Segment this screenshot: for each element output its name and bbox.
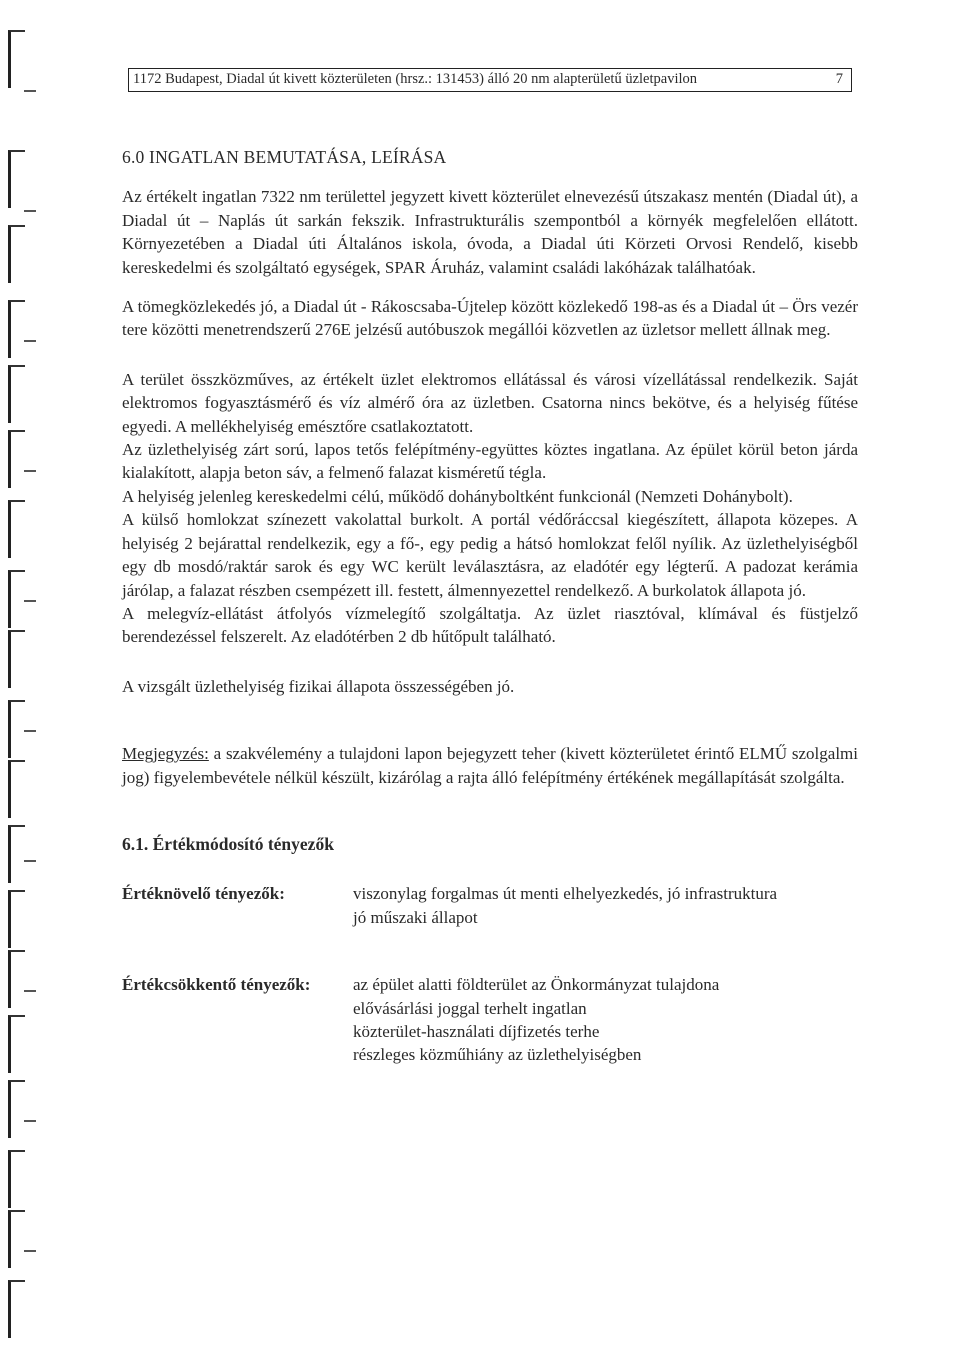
document-body (122, 146, 858, 1067)
page-header (128, 68, 852, 92)
decreasing-factor-item: elővásárlási joggal terhelt ingatlan (353, 998, 587, 1018)
paragraph-transport: A tömegközlekedés jó, a Diadal út - Rákoscsaba-Újtelep között közlekedő 198-as és a Diadal út – Örs vezér tere közötti menetrendszerű 276E jelzésű autóbuszok megállói közvetlen az üzletsor mellett állnak meg. (122, 297, 858, 340)
decreasing-factors-label: Értékcsökkentő tényezők: (122, 975, 311, 995)
decreasing-factor-item: közterület-használati díjfizetés terhe (353, 1021, 600, 1041)
scan-binder-edge (0, 0, 40, 1358)
increasing-factor-item: jó műszaki állapot (353, 907, 478, 927)
increasing-factor-item: viszonylag forgalmas út menti elhelyezkedés, jó infrastruktura (353, 884, 778, 904)
decreasing-factor-item: az épület alatti földterület az Önkormányzat tulajdona (353, 975, 720, 995)
note-paragraph (122, 742, 858, 789)
paragraph-function: A helyiség jelenleg kereskedelmi célú, működő dohányboltként funkcionál (Nemzeti Dohánybolt). (122, 486, 793, 506)
decreasing-factor-item: részleges közműhiány az üzlethelyiségben (353, 1045, 642, 1065)
subsection-title: 6.1. Értékmódosító tényezők (122, 833, 334, 854)
paragraph-facade: A külső homlokzat színezett vakolattal burkolt. A portál védőráccsal kiegészített, állapota közepes. A helyiség 2 bejárattal rendelkezik, egy a fő-, egy pedig a hátsó homlokzat felől nyílik. Az üzlethelyiségből egy db mosdó/raktár sarok és egy WC került leválasztásra, az eladótér egy légterű. A padozat kerámia járólap, a falazat részben csempézett ill. festett, álmennyezettel rendelkező. A burkolatok állapota jó. (122, 510, 858, 600)
note-label: Megjegyzés: (122, 744, 209, 764)
paragraph-structure: Az üzlethelyiség zárt sorú, lapos tetős felépítmény-együttes köztes ingatlana. Az épület körül beton járda kialakított, alapja beton sáv, a felmenő falazat kisméretű tégla. (122, 440, 858, 483)
header-title: 1172 Budapest, Diadal út kivett közterületen (hrsz.: 131453) álló 20 nm alapterületű üzletpavilon (133, 71, 698, 87)
paragraph-condition: A vizsgált üzlethelyiség fizikai állapota összességében jó. (122, 676, 515, 696)
value-increasing-factors (122, 882, 858, 929)
value-decreasing-factors (122, 973, 858, 1067)
paragraph-utilities: A terület összközműves, az értékelt üzlet elektromos ellátással és városi vízellátással rendelkezik. Saját elektromos fogyasztásmérő és víz almérő óra az üzletben. Csatorna nincs bekötve, és a helyiség fűtése egyedi. A mellékhelyiség emésztőre csatlakoztatott. (122, 369, 858, 436)
paragraph-equipment: A melegvíz-ellátást átfolyós vízmelegítő szolgáltatja. Az üzlet riasztóval, klímával és füstjelző berendezéssel felszerelt. Az eladótérben 2 db hűtőpult található. (122, 603, 858, 647)
note-text: a szakvélemény a tulajdoni lapon bejegyzett teher (kivett közterületet érintő ELMŰ szolgalmi jog) figyelembevétele nélkül készült, kizárólag a rajta álló felépítmény értékének megállapítását szolgálta. (122, 744, 858, 787)
section-title: 6.0 INGATLAN BEMUTATÁSA, LEÍRÁSA (122, 147, 447, 167)
increasing-factors-label: Értéknövelő tényezők: (122, 884, 285, 904)
page-number: 7 (835, 71, 843, 87)
paragraph-location: Az értékelt ingatlan 7322 nm területtel jegyzett kivett közterület elnevezésű útszakasz mentén (Diadal út), a Diadal út – Naplás út sarkán fekszik. Infrastrukturális szempontból a környék megfelelően ellátott. Környezetében a Diadal úti Általános iskola, óvoda, a Diadal úti Körzeti Orvosi Rendelő, kisebb kereskedelmi és szolgáltató egységek, SPAR Áruház, valamint családi lakóházak találhatóak. (122, 187, 858, 277)
